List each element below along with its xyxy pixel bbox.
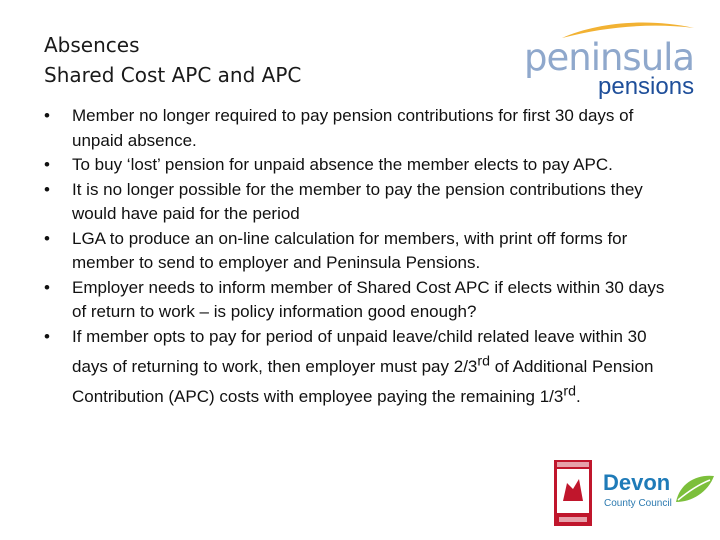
bullet-text-part-2: of Additional Pension Contribution (APC) costs with employee paying the remaining 1/3 <box>72 356 654 406</box>
superscript-rd: rd <box>563 383 576 400</box>
logo-word-devon: Devon <box>603 470 671 495</box>
bullet-text-part-1: If member opts to pay for period of unpaid leave/child related leave within 30 days of returning to work, then employer must pay 2/3 <box>72 326 647 376</box>
logo-word-peninsula: peninsula <box>524 36 695 79</box>
title-line-2: Shared Cost APC and APC <box>44 63 302 87</box>
bullet-dot: • <box>44 155 50 174</box>
bullet-text: To buy ‘lost’ pension for unpaid absence the member elects to pay APC. <box>72 155 613 174</box>
bullet-text <box>72 327 653 406</box>
leaf-icon <box>672 472 716 506</box>
slide-title <box>44 30 301 90</box>
bullet-text: Employer needs to inform member of Shared Cost APC if elects within 30 days of return to work – is policy information good enough? <box>72 277 665 321</box>
bullet-list <box>44 104 674 409</box>
bullet-item <box>44 104 674 153</box>
superscript-rd: rd <box>477 353 490 369</box>
bullet-text: Member no longer required to pay pension contributions for first 30 days of unpaid absence. <box>72 106 634 150</box>
logo-word-pensions: pensions <box>598 73 695 100</box>
peninsula-pensions-logo <box>518 18 698 98</box>
bullet-dot: • <box>44 106 50 125</box>
bullet-text: LGA to produce an on-line calculation for members, with print off forms for member to send to employer and Peninsula Pensions. <box>72 228 628 272</box>
bullet-item <box>44 325 674 410</box>
bullet-item <box>44 276 674 325</box>
bullet-item <box>44 153 674 178</box>
bullet-dot: • <box>44 228 50 248</box>
bullet-dot: • <box>44 179 50 199</box>
bullet-dot: • <box>44 326 50 346</box>
bullet-text: It is no longer possible for the member to pay the pension contributions they would have paid for the period <box>72 179 643 223</box>
bullet-text-part-3: . <box>575 386 581 406</box>
bullet-item <box>44 178 674 227</box>
logo-subtitle: County Council <box>604 498 672 509</box>
somerset-crest-icon <box>553 459 593 527</box>
bullet-dot: • <box>44 277 50 297</box>
bullet-item <box>44 227 674 276</box>
title-line-1: Absences <box>44 33 140 57</box>
